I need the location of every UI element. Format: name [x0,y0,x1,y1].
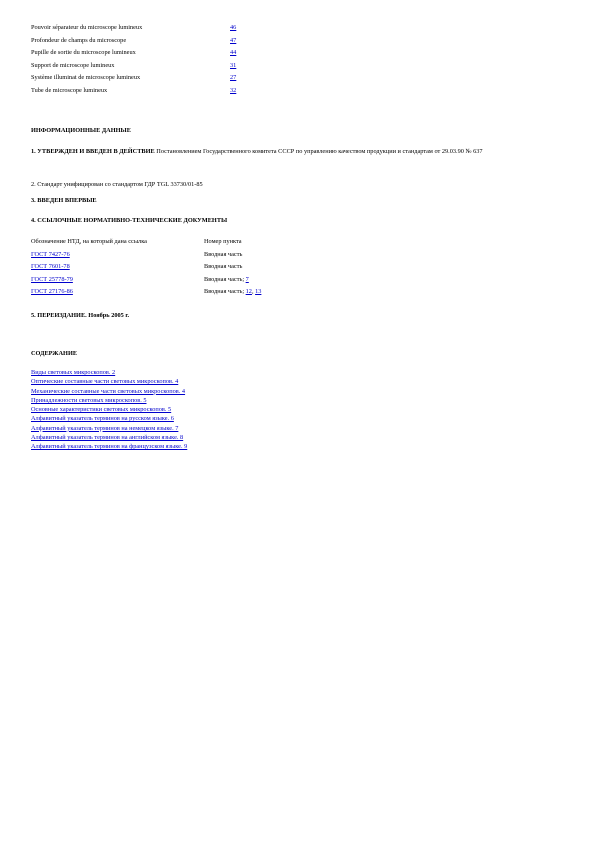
reference-row [31,261,261,274]
reference-row [31,274,261,287]
toc-item-link[interactable]: Алфавитный указатель терминов на французском языке. 9 [31,443,188,451]
index-row [31,85,236,98]
toc-item-link[interactable]: Алфавитный указатель терминов на немецком языке. 7 [31,424,179,432]
reference-clause-text: Вводная часть; [204,288,246,296]
reference-doc-link[interactable]: ГОСТ 7427-76 [31,250,70,258]
index-row [31,35,236,48]
index-number-cell [230,22,236,35]
reference-clause-text: Вводная часть [204,250,243,258]
reference-row [31,286,261,299]
references-table [31,236,261,299]
index-term-number-link[interactable]: 31 [230,61,237,69]
reference-clause-link[interactable]: 13 [255,288,262,296]
index-term: Tube de microscope lumineux [31,86,108,94]
reference-doc-cell [31,286,204,299]
index-row [31,72,236,85]
index-term-number-link[interactable]: 47 [230,36,237,44]
reference-clause-cell [204,286,261,299]
toc-list [31,368,187,452]
index-number-cell [230,85,236,98]
index-number-cell [230,35,236,48]
index-row [31,60,236,73]
index-row [31,22,236,35]
reference-clause-text: Вводная часть [204,263,243,271]
index-row [31,47,236,60]
reference-clause-link[interactable]: 7 [245,275,249,283]
info-item-1-text: Постановлением Государственного комитета СССР по управлению качеством продукции и стандартам от 29.03.90 № 637 [154,148,483,155]
reference-doc-cell [31,261,204,274]
info-item-4: 4. ССЫЛОЧНЫЕ НОРМАТИВНО-ТЕХНИЧЕСКИЕ ДОКУМЕНТЫ [31,217,228,224]
toc-item-link[interactable]: Оптические составные части световых микроскопов. 4 [31,378,179,386]
toc-item-link[interactable]: Виды световых микроскопов. 2 [31,369,116,376]
reference-doc-link[interactable]: ГОСТ 7601-78 [31,263,70,271]
reference-clause-link[interactable]: 12 [245,288,252,296]
toc-item-link[interactable]: Основные характеристики световых микроскопов. 5 [31,406,172,414]
toc-item-link[interactable]: Принадлежности световых микроскопов. 5 [31,396,147,404]
reference-doc-link[interactable]: ГОСТ 27176-86 [31,288,73,296]
index-term-number-link[interactable]: 46 [230,24,237,32]
reference-clause-cell [204,274,261,287]
toc-item-link[interactable]: Алфавитный указатель терминов на русском языке. 6 [31,415,174,423]
info-item-1-title: 1. УТВЕРЖДЕН И ВВЕДЕН В ДЕЙСТВИЕ [31,148,155,155]
reference-doc-cell [31,274,204,287]
index-term-number-link[interactable]: 32 [230,86,237,94]
reference-clause-text: Вводная часть; [204,275,246,283]
reference-clause-separator: , [251,288,256,296]
references-header-row [31,236,261,249]
index-term-number-link[interactable]: 44 [230,49,237,57]
reference-clause-cell [204,249,261,262]
info-item-5: 5. ПЕРЕИЗДАНИЕ. Ноябрь 2005 г. [31,312,130,319]
toc-heading: СОДЕРЖАНИЕ [31,350,78,357]
index-table [31,22,236,97]
info-item-3: 3. ВВЕДЕН ВПЕРВЫЕ [31,197,97,204]
toc-item-link[interactable]: Алфавитный указатель терминов на английском языке. 8 [31,434,184,442]
index-term: Pouvoir séparateur du microscope lumineux [31,24,143,32]
index-term-number-link[interactable]: 27 [230,74,237,82]
index-number-cell [230,47,236,60]
index-term: Pupille de sortie du microscope lumineux [31,49,136,57]
index-term: Support de microscope lumineux [31,61,115,69]
index-term: Profondeur de champs du microscope [31,36,127,44]
reference-doc-cell [31,249,204,262]
reference-row [31,249,261,262]
toc-item-link[interactable]: Механические составные части световых микроскопов. 4 [31,387,186,395]
references-header-doc: Обозначение НТД, на который дана ссылка [31,238,147,246]
index-number-cell [230,72,236,85]
index-number-cell [230,60,236,73]
info-heading: ИНФОРМАЦИОННЫЕ ДАННЫЕ [31,127,131,134]
reference-clause-cell [204,261,261,274]
info-item-2: 2. Стандарт унифицирован со стандартом ГДР TGL 33730/01-85 [31,181,203,188]
reference-doc-link[interactable]: ГОСТ 25778-79 [31,275,73,283]
info-item-1 [31,146,551,157]
references-header-clause: Номер пункта [204,238,242,246]
index-term: Système illuminat de microscope lumineux [31,74,141,82]
